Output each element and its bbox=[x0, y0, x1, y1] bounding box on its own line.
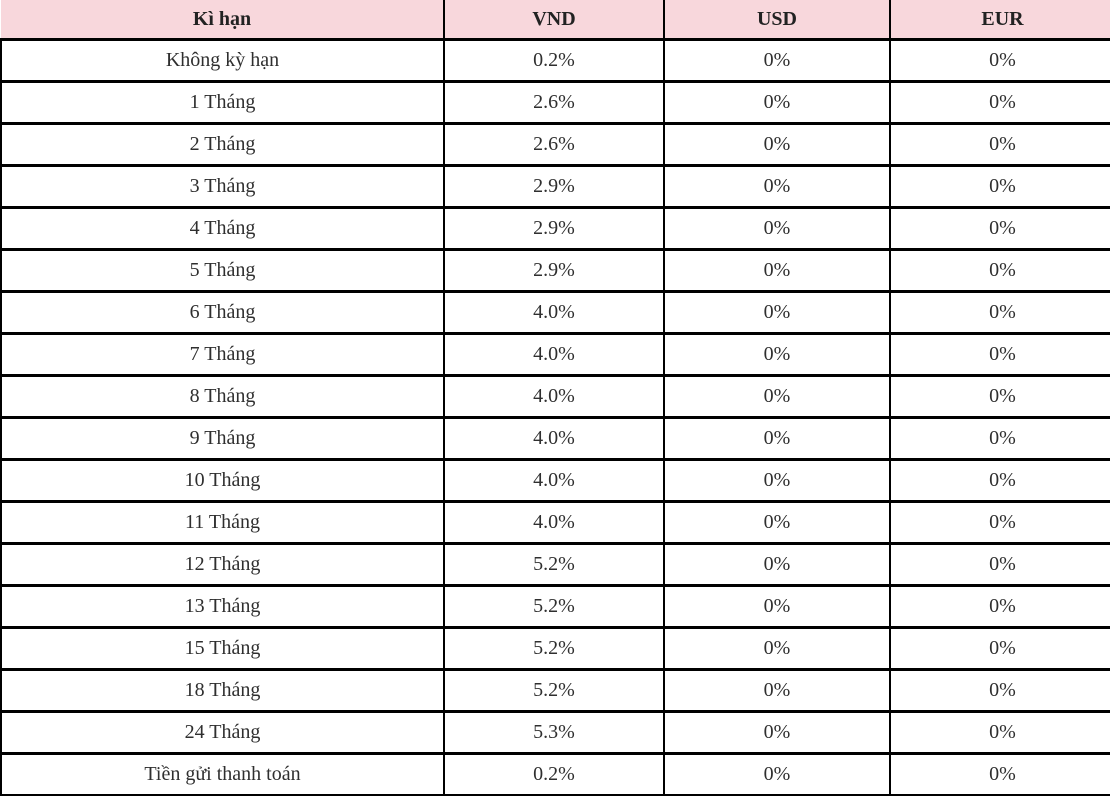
term-cell: 12 Tháng bbox=[1, 544, 444, 586]
header-row bbox=[1, 0, 1110, 40]
term-cell: 11 Tháng bbox=[1, 502, 444, 544]
term-cell: 6 Tháng bbox=[1, 292, 444, 334]
rate-cell-usd: 0% bbox=[664, 250, 890, 292]
rate-cell-usd: 0% bbox=[664, 292, 890, 334]
rate-cell-eur: 0% bbox=[890, 544, 1110, 586]
rate-cell-vnd: 2.9% bbox=[444, 166, 664, 208]
rate-cell-usd: 0% bbox=[664, 40, 890, 82]
rate-cell-vnd: 2.9% bbox=[444, 208, 664, 250]
table-row bbox=[1, 712, 1110, 754]
table-row bbox=[1, 502, 1110, 544]
rate-cell-usd: 0% bbox=[664, 82, 890, 124]
rate-cell-eur: 0% bbox=[890, 460, 1110, 502]
rate-cell-vnd: 4.0% bbox=[444, 418, 664, 460]
rate-cell-vnd: 4.0% bbox=[444, 292, 664, 334]
rate-cell-vnd: 2.6% bbox=[444, 82, 664, 124]
table-row bbox=[1, 754, 1110, 796]
table-row bbox=[1, 208, 1110, 250]
column-header-usd: USD bbox=[664, 0, 890, 40]
term-cell: 9 Tháng bbox=[1, 418, 444, 460]
term-cell: 1 Tháng bbox=[1, 82, 444, 124]
table-row bbox=[1, 82, 1110, 124]
term-cell: 8 Tháng bbox=[1, 376, 444, 418]
rate-cell-vnd: 5.2% bbox=[444, 544, 664, 586]
rate-cell-eur: 0% bbox=[890, 250, 1110, 292]
rate-cell-eur: 0% bbox=[890, 334, 1110, 376]
rate-cell-eur: 0% bbox=[890, 376, 1110, 418]
rate-cell-vnd: 4.0% bbox=[444, 334, 664, 376]
rate-cell-vnd: 4.0% bbox=[444, 502, 664, 544]
table-row bbox=[1, 166, 1110, 208]
table-row bbox=[1, 586, 1110, 628]
table-row bbox=[1, 670, 1110, 712]
rate-cell-usd: 0% bbox=[664, 208, 890, 250]
table-row bbox=[1, 628, 1110, 670]
rate-cell-vnd: 5.2% bbox=[444, 586, 664, 628]
rate-cell-eur: 0% bbox=[890, 292, 1110, 334]
term-cell: 5 Tháng bbox=[1, 250, 444, 292]
term-cell: 3 Tháng bbox=[1, 166, 444, 208]
table-row bbox=[1, 418, 1110, 460]
rate-cell-vnd: 5.2% bbox=[444, 628, 664, 670]
rate-cell-usd: 0% bbox=[664, 418, 890, 460]
term-cell: 24 Tháng bbox=[1, 712, 444, 754]
rate-cell-eur: 0% bbox=[890, 754, 1110, 796]
rate-cell-eur: 0% bbox=[890, 40, 1110, 82]
term-cell: 2 Tháng bbox=[1, 124, 444, 166]
rate-cell-usd: 0% bbox=[664, 334, 890, 376]
term-cell: 10 Tháng bbox=[1, 460, 444, 502]
rate-cell-eur: 0% bbox=[890, 628, 1110, 670]
table-row bbox=[1, 544, 1110, 586]
rate-cell-vnd: 2.6% bbox=[444, 124, 664, 166]
table-row bbox=[1, 292, 1110, 334]
table-row bbox=[1, 376, 1110, 418]
term-cell: 4 Tháng bbox=[1, 208, 444, 250]
rate-cell-eur: 0% bbox=[890, 502, 1110, 544]
rate-cell-usd: 0% bbox=[664, 586, 890, 628]
term-cell: Tiền gửi thanh toán bbox=[1, 754, 444, 796]
rate-cell-eur: 0% bbox=[890, 82, 1110, 124]
table-row bbox=[1, 334, 1110, 376]
rate-cell-eur: 0% bbox=[890, 586, 1110, 628]
rate-cell-vnd: 5.2% bbox=[444, 670, 664, 712]
rate-cell-eur: 0% bbox=[890, 124, 1110, 166]
rate-cell-vnd: 4.0% bbox=[444, 376, 664, 418]
term-cell: 18 Tháng bbox=[1, 670, 444, 712]
rate-cell-usd: 0% bbox=[664, 712, 890, 754]
table-row bbox=[1, 460, 1110, 502]
rate-cell-eur: 0% bbox=[890, 166, 1110, 208]
rate-cell-vnd: 0.2% bbox=[444, 754, 664, 796]
column-header-vnd: VND bbox=[444, 0, 664, 40]
rate-cell-usd: 0% bbox=[664, 544, 890, 586]
rate-cell-usd: 0% bbox=[664, 124, 890, 166]
term-cell: 13 Tháng bbox=[1, 586, 444, 628]
term-cell: 7 Tháng bbox=[1, 334, 444, 376]
rate-cell-usd: 0% bbox=[664, 166, 890, 208]
rate-cell-vnd: 4.0% bbox=[444, 460, 664, 502]
rate-cell-eur: 0% bbox=[890, 670, 1110, 712]
column-header-eur: EUR bbox=[890, 0, 1110, 40]
rate-cell-usd: 0% bbox=[664, 754, 890, 796]
rate-cell-usd: 0% bbox=[664, 670, 890, 712]
table-row bbox=[1, 40, 1110, 82]
rate-cell-vnd: 5.3% bbox=[444, 712, 664, 754]
table-row bbox=[1, 250, 1110, 292]
rate-cell-usd: 0% bbox=[664, 460, 890, 502]
rate-cell-eur: 0% bbox=[890, 208, 1110, 250]
rate-cell-usd: 0% bbox=[664, 376, 890, 418]
rate-cell-vnd: 0.2% bbox=[444, 40, 664, 82]
term-cell: 15 Tháng bbox=[1, 628, 444, 670]
rate-cell-usd: 0% bbox=[664, 502, 890, 544]
column-header-term: Kì hạn bbox=[1, 0, 444, 40]
term-cell: Không kỳ hạn bbox=[1, 40, 444, 82]
table-row bbox=[1, 124, 1110, 166]
rate-cell-usd: 0% bbox=[664, 628, 890, 670]
rate-cell-vnd: 2.9% bbox=[444, 250, 664, 292]
rate-cell-eur: 0% bbox=[890, 418, 1110, 460]
rate-cell-eur: 0% bbox=[890, 712, 1110, 754]
